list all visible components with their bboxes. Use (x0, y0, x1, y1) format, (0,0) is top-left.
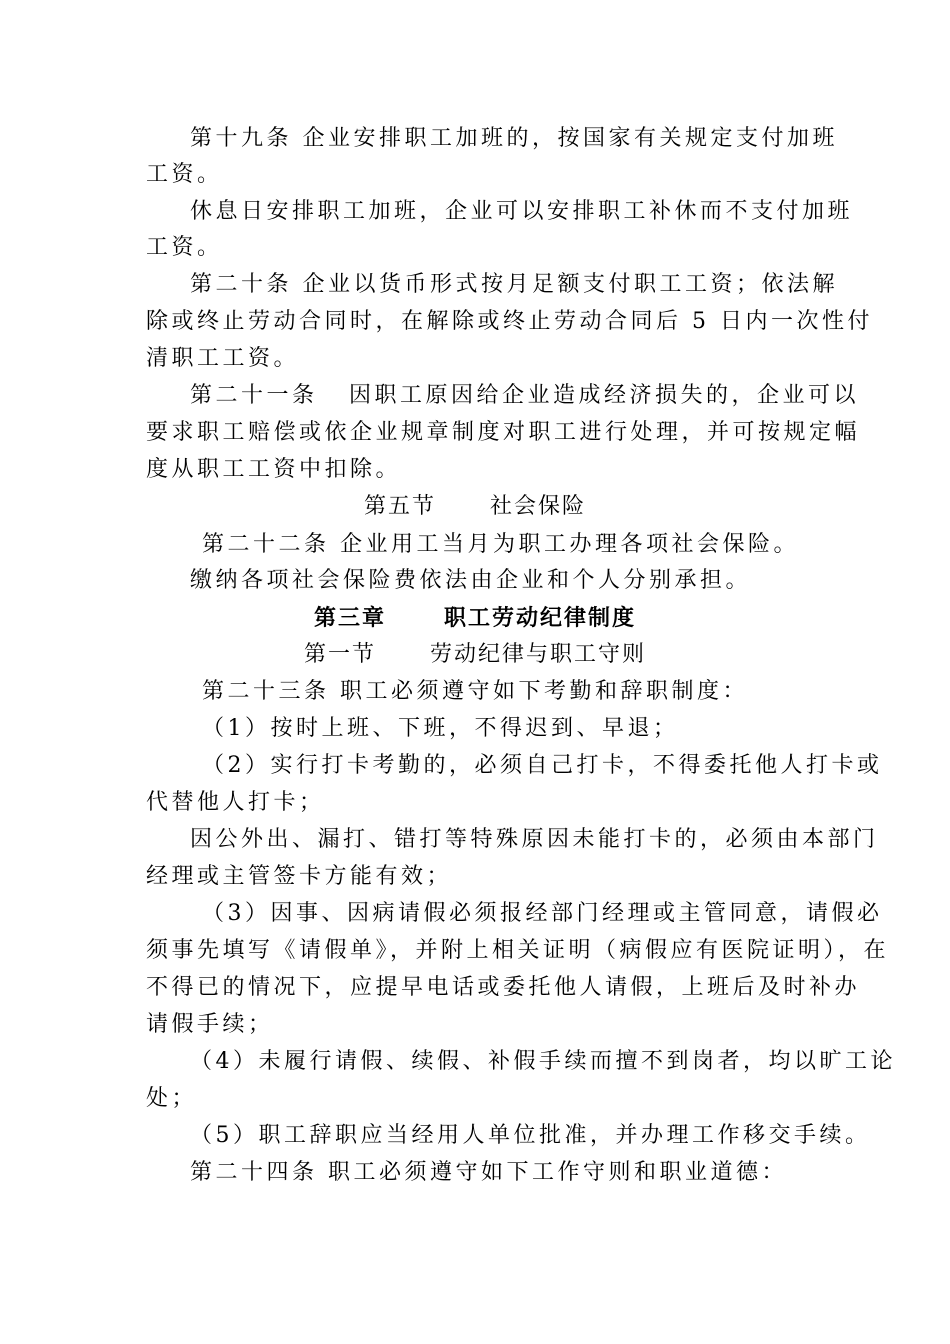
insurance-fee-line: 缴纳各项社会保险费依法由企业和个人分别承担。 (190, 568, 752, 593)
article-21-line-2: 要求职工赔偿或依企业规章制度对职工进行处理，并可按规定幅 (146, 420, 861, 445)
rule-2-exception-line-2: 经理或主管签卡方能有效； (146, 864, 453, 889)
article-20-line-2: 除或终止劳动合同时，在解除或终止劳动合同后 5 日内一次性付 (146, 309, 873, 334)
article-20-line-3: 清职工工资。 (146, 346, 300, 371)
article-22-line: 第二十二条 企业用工当月为职工办理各项社会保险。 (202, 532, 799, 557)
rule-5-line: （5）职工辞职应当经用人单位批准，并办理工作移交手续。 (190, 1123, 871, 1148)
article-20-line-1: 第二十条 企业以货币形式按月足额支付职工工资；依法解 (190, 272, 838, 297)
rule-1-line: （1）按时上班、下班，不得迟到、早退； (202, 716, 679, 741)
rest-day-line-2: 工资。 (146, 235, 223, 260)
rule-3-line-2: 须事先填写《请假单》，并附上相关证明（病假应有医院证明），在 (146, 938, 890, 963)
article-19-line-2: 工资。 (146, 162, 223, 187)
rule-3-line-4: 请假手续； (146, 1012, 274, 1037)
article-19-line-1: 第十九条 企业安排职工加班的，按国家有关规定支付加班 (190, 126, 838, 151)
rule-4-line-2: 处； (146, 1086, 198, 1111)
rule-3-line-3: 不得已的情况下，应提早电话或委托他人请假，上班后及时补办 (146, 975, 861, 1000)
article-23-line: 第二十三条 职工必须遵守如下考勤和辞职制度： (202, 679, 748, 704)
section-1-heading: 第一节 劳动纪律与职工守则 (304, 642, 646, 667)
rule-3-line-1: （3）因事、因病请假必须报经部门经理或主管同意，请假必 (202, 901, 883, 926)
rule-2-exception-line-1: 因公外出、漏打、错打等特殊原因未能打卡的，必须由本部门 (190, 827, 879, 852)
article-21-line-3: 度从职工工资中扣除。 (146, 457, 402, 482)
rest-day-line-1: 休息日安排职工加班，企业可以安排职工补休而不支付加班 (190, 199, 854, 224)
rule-2-line-1: （2）实行打卡考勤的，必须自己打卡，不得委托他人打卡或 (202, 753, 883, 778)
chapter-3-heading: 第三章 职工劳动纪律制度 (314, 605, 636, 631)
article-21-line-1: 第二十一条 因职工原因给企业造成经济损失的，企业可以 (190, 383, 859, 408)
rule-4-line-1: （4）未履行请假、续假、补假手续而擅不到岗者，均以旷工论 (190, 1049, 896, 1074)
rule-2-line-2: 代替他人打卡； (146, 790, 325, 815)
article-24-line: 第二十四条 职工必须遵守如下工作守则和职业道德： (190, 1160, 787, 1185)
section-5-heading: 第五节 社会保险 (364, 494, 586, 519)
